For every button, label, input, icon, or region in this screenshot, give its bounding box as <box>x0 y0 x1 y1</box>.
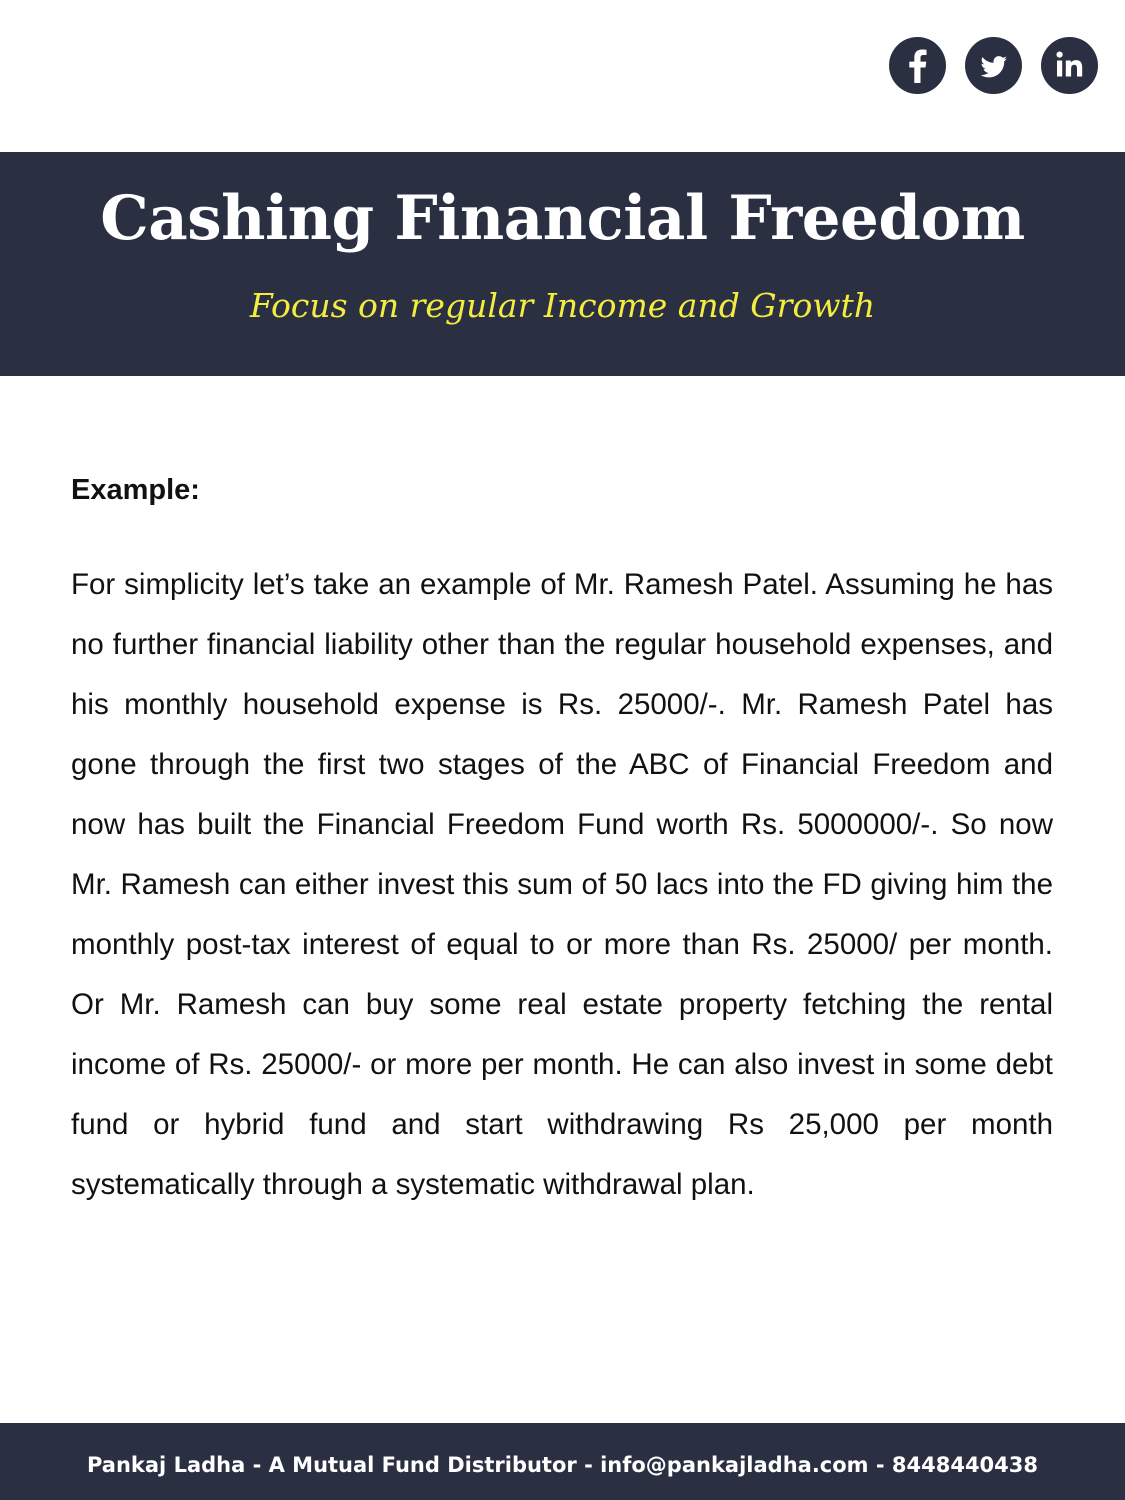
body-paragraph: For simplicity let’s take an example of Mr. Ramesh Patel. Assuming he has no further financial liability other than the regular household expenses, and his monthly household expense is Rs. 25000/-. Mr. Ramesh Patel has gone through the first two stages of the ABC of Financial Freedom and now has built the Financial Freedom Fund worth Rs. 5000000/-. So now Mr. Ramesh can either invest this sum of 50 lacs into the FD giving him the monthly post-tax interest of equal to or more than Rs. 25000/ per month. Or Mr. Ramesh can buy some real estate property fetching the rental income of Rs. 25000/- or more per month. He can also invest in some debt fund or hybrid fund and start withdrawing Rs 25,000 per month systematically through a systematic withdrawal plan. <box>71 568 1053 1201</box>
facebook-icon[interactable] <box>889 37 946 94</box>
twitter-icon[interactable] <box>965 37 1022 94</box>
section-heading: Example: <box>71 474 200 506</box>
social-links <box>889 37 1098 94</box>
footer-contact: Pankaj Ladha - A Mutual Fund Distributor - info@pankajladha.com - 8448440438 <box>86 1453 1039 1477</box>
page-title: Cashing Financial Freedom <box>100 183 1025 254</box>
main-content <box>71 467 1053 1215</box>
page-subtitle: Focus on regular Income and Growth <box>249 286 876 325</box>
linkedin-icon[interactable] <box>1041 37 1098 94</box>
